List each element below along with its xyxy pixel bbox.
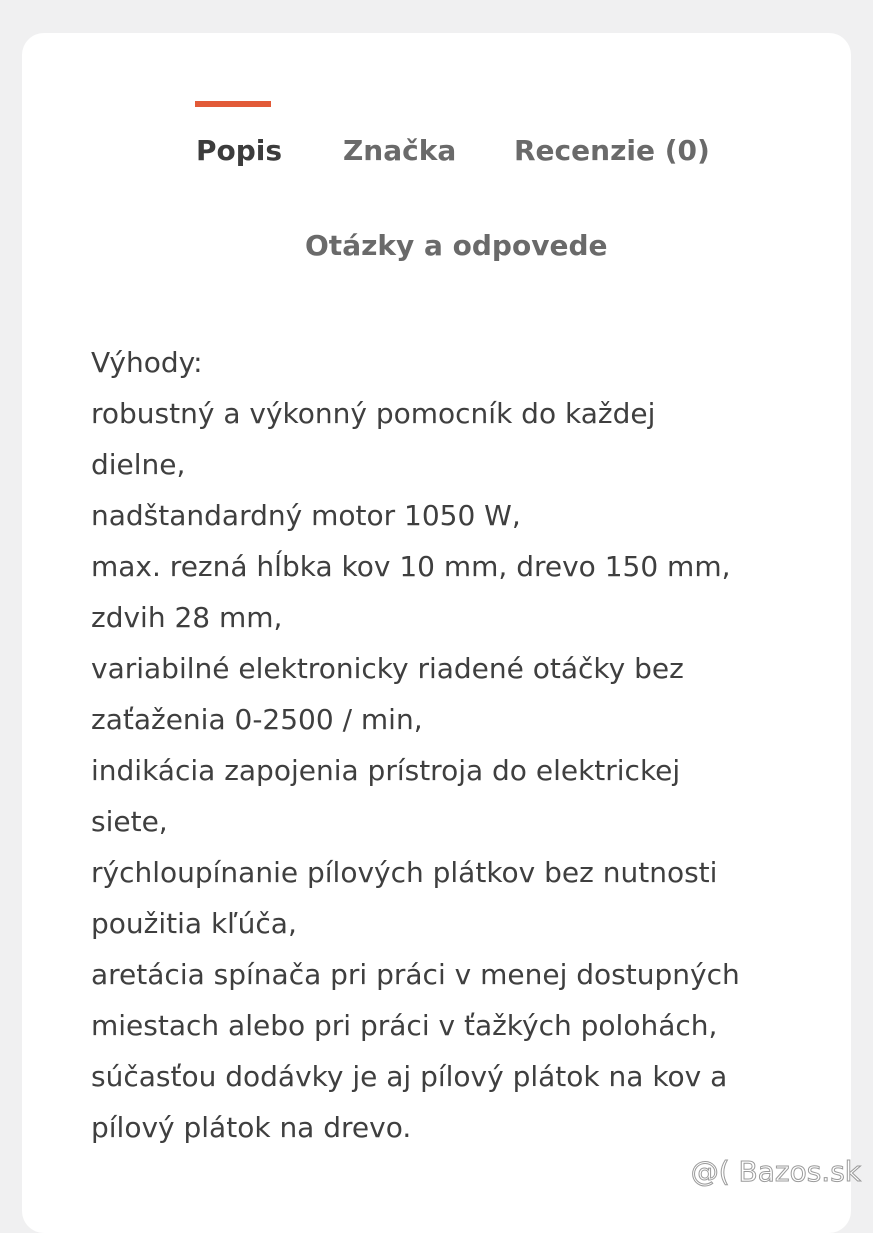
active-tab-indicator [195, 101, 271, 107]
description-line: siete, [91, 805, 168, 838]
description-line: zaťaženia 0-2500 / min, [91, 703, 423, 736]
description-line: pílový plátok na drevo. [91, 1111, 412, 1144]
description-line: Výhody: [91, 346, 203, 379]
description-line: max. rezná hĺbka kov 10 mm, drevo 150 mm, [91, 550, 731, 583]
tab-popis[interactable]: Popis [196, 134, 283, 167]
description-line: variabilné elektronicky riadené otáčky bez [91, 652, 684, 685]
tab-otazky-a-odpovede[interactable]: Otázky a odpovede [305, 229, 608, 262]
tab-znacka[interactable]: Značka [343, 134, 457, 167]
description-line: miestach alebo pri práci v ťažkých polohách, [91, 1009, 718, 1042]
description-line: súčasťou dodávky je aj pílový plátok na kov a [91, 1060, 728, 1093]
description-line: nadštandardný motor 1050 W, [91, 499, 521, 532]
product-info-card [22, 33, 851, 1233]
description-line: dielne, [91, 448, 186, 481]
description-line: rýchloupínanie pílových plátkov bez nutnosti [91, 856, 718, 889]
description-line: použitia kľúča, [91, 907, 297, 940]
description-line: indikácia zapojenia prístroja do elektrickej [91, 754, 681, 787]
tab-recenzie[interactable]: Recenzie (0) [514, 134, 710, 167]
description-line: robustný a výkonný pomocník do každej [91, 397, 656, 430]
description-line: zdvih 28 mm, [91, 601, 283, 634]
product-description [91, 337, 791, 1153]
bazos-watermark: @( Bazos.sk [690, 1155, 861, 1188]
description-line: aretácia spínača pri práci v menej dostupných [91, 958, 740, 991]
